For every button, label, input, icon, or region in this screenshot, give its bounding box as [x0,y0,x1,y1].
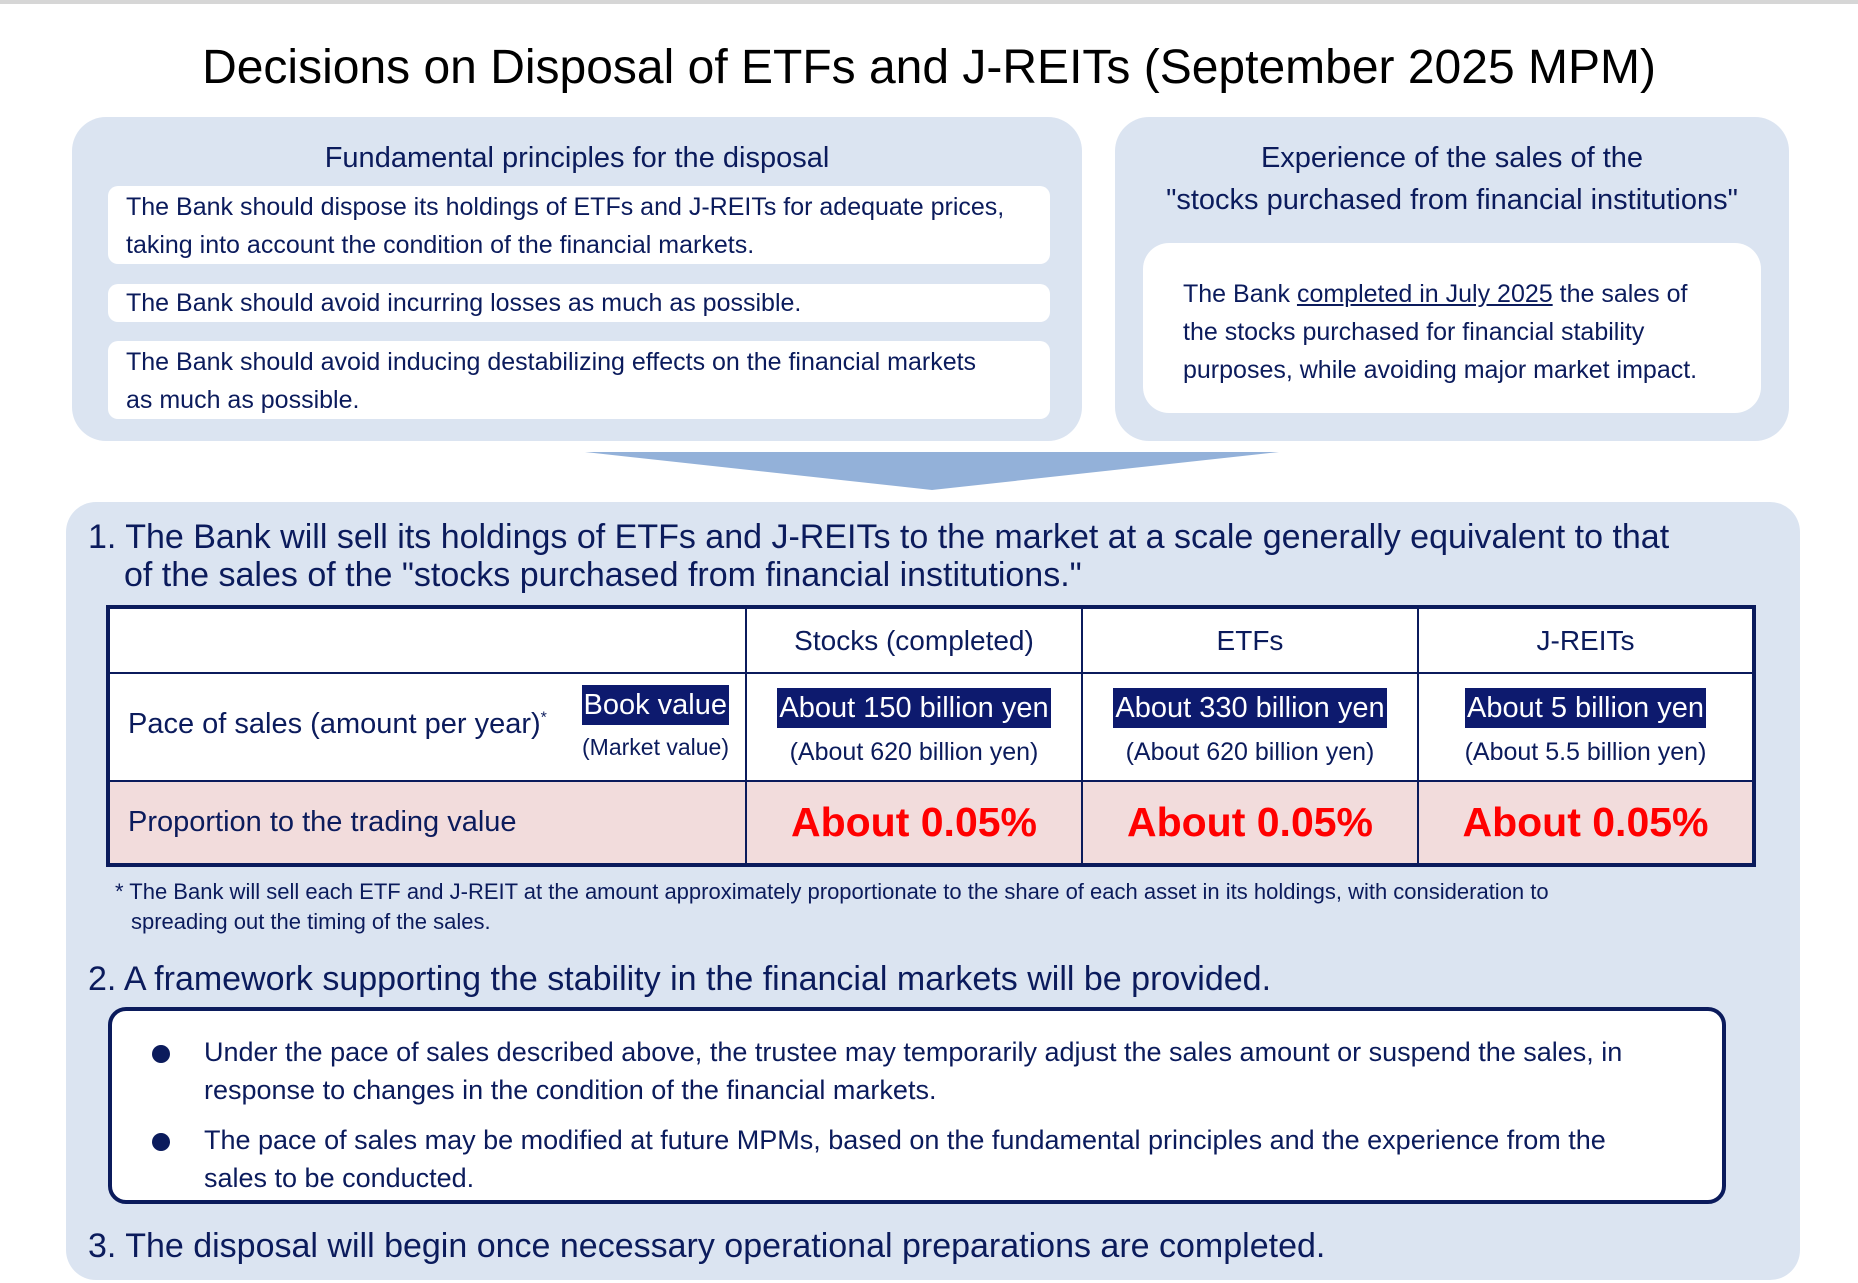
table-header-jreits: J-REITs [1418,607,1754,673]
market-value-jreits: (About 5.5 billion yen) [1464,737,1707,766]
bullet-dot-icon [152,1045,170,1063]
pace-cell-etfs [1082,673,1418,781]
experience-text-line3: purposes, while avoiding major market impact. [1183,356,1698,384]
framework-bullet-1-text [204,1033,1704,1109]
framework-bullet-1-line2: response to changes in the condition of the financial markets. [204,1075,937,1105]
proportion-label: Proportion to the trading value [108,781,746,865]
market-value-stocks: (About 620 billion yen) [789,737,1039,766]
proportion-stocks: About 0.05% [746,781,1082,865]
framework-bullet-2-line2: sales to be conducted. [204,1163,475,1193]
principle-item-1 [108,186,1050,264]
bullet-dot-icon [152,1133,170,1151]
section-1-line2: of the sales of the "stocks purchased from financial institutions." [124,556,1082,594]
principle-item-3-line1: The Bank should avoid inducing destabilizing effects on the financial markets [126,348,977,376]
table-header-empty [108,607,746,673]
down-arrow-icon [585,452,1279,490]
principle-item-3 [108,341,1050,419]
experience-text-line2: the stocks purchased for financial stability [1183,318,1645,346]
pace-label-cell [108,673,746,781]
footnote-line1: * The Bank will sell each ETF and J-REIT at the amount approximately proportionate to the share of each asset in its holdings, with consideration to [115,879,1549,904]
framework-box [108,1007,1726,1204]
principle-item-2: The Bank should avoid incurring losses as much as possible. [108,284,1050,322]
section-3-heading: 3. The disposal will begin once necessary operational preparations are completed. [88,1227,1326,1265]
section-2-heading: 2. A framework supporting the stability in the financial markets will be provided. [88,960,1272,998]
experience-heading-line1: Experience of the sales of the [1260,142,1644,174]
principle-item-1-line1: The Bank should dispose its holdings of ETFs and J-REITs for adequate prices, [126,193,1005,221]
experience-text-box [1143,243,1761,413]
experience-heading-line2: "stocks purchased from financial institutions" [1166,184,1738,216]
table-footnote [115,877,1765,937]
experience-completion-date: completed in July 2025 [1296,280,1553,308]
framework-bullet-2-line1: The pace of sales may be modified at future MPMs, based on the fundamental principles and the experience from the [204,1125,1606,1155]
table-row-pace [108,673,1754,781]
pace-label-text: Pace of sales (amount per year) [128,708,541,740]
experience-text-line1-post: the sales of [1552,280,1688,308]
book-value-label: Book value [582,685,730,725]
book-value-stocks: About 150 billion yen [777,688,1050,728]
pace-cell-stocks [746,673,1082,781]
section-1-heading [88,518,1788,594]
book-value-etfs: About 330 billion yen [1113,688,1386,728]
experience-text-pre: The Bank [1183,280,1297,308]
table-header-etfs: ETFs [1082,607,1418,673]
principles-heading: Fundamental principles for the disposal [324,142,830,174]
page-title: Decisions on Disposal of ETFs and J-REITs (September 2025 MPM) [202,41,1656,94]
section-1-line1: 1. The Bank will sell its holdings of ETFs and J-REITs to the market at a scale generally equivalent to that [88,518,1670,556]
table-row-proportion [108,781,1754,865]
framework-bullet-2-text [204,1121,1704,1197]
principle-item-1-line2: taking into account the condition of the financial markets. [126,231,755,259]
principle-item-3-line2: as much as possible. [126,386,360,414]
framework-bullet-1-line1: Under the pace of sales described above, the trustee may temporarily adjust the sales amount or suspend the sales, in [204,1037,1623,1067]
market-value-etfs: (About 620 billion yen) [1125,737,1375,766]
proportion-etfs: About 0.05% [1082,781,1418,865]
pace-of-sales-table [106,605,1756,867]
pace-label [128,708,547,741]
top-border-line [0,0,1858,4]
footnote-line2: spreading out the timing of the sales. [131,909,491,934]
table-header-row [108,607,1754,673]
table-header-stocks: Stocks (completed) [746,607,1082,673]
proportion-jreits: About 0.05% [1418,781,1754,865]
pace-cell-jreits [1418,673,1754,781]
footnote-marker: * [540,709,547,727]
book-value-jreits: About 5 billion yen [1465,688,1706,728]
market-value-label: (Market value) [582,734,729,760]
